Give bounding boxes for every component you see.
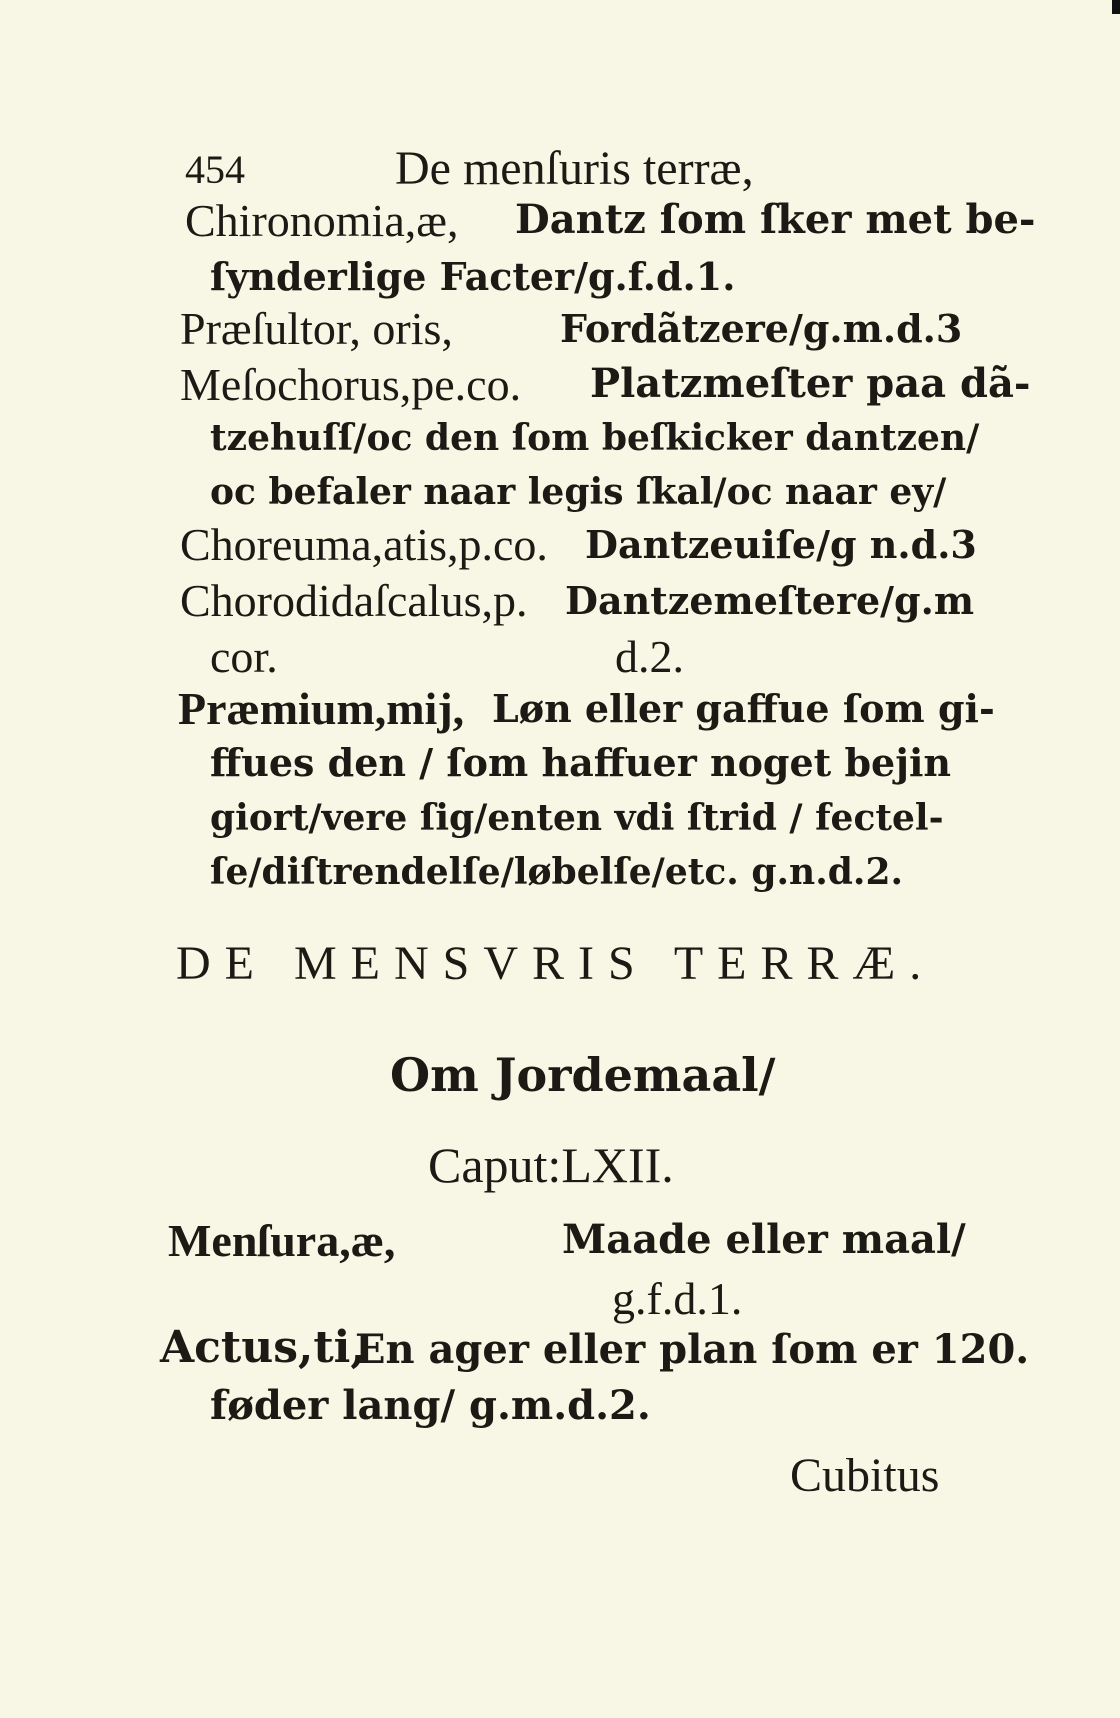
entry-danish: Dantz ſom ſker met be-	[515, 196, 1036, 243]
catchword: Cubitus	[790, 1449, 940, 1502]
entry-danish: føder lang/ g.m.d.2.	[210, 1382, 651, 1429]
entry-danish: oc befaler naar legis ſkal/oc naar ey/	[210, 471, 947, 513]
entry-danish: Platzmeſter paa dã-	[590, 360, 1031, 407]
entry-danish: ffues den / ſom haffuer noget bejin	[210, 740, 952, 785]
entry-danish: ſynderlige Facter/g.f.d.1.	[210, 254, 736, 299]
entry-danish: d.2.	[615, 631, 684, 682]
running-title: De menſuris terræ,	[395, 142, 754, 195]
chapter-title: Caput:LXII.	[428, 1137, 674, 1193]
entry-latin: Præmium,mij,	[178, 683, 465, 734]
entry-latin: cor.	[210, 631, 278, 682]
entry-latin: Choreuma,atis,p.co.	[180, 519, 548, 570]
entry-latin: Præſultor, oris,	[180, 303, 453, 354]
page-number: 454	[185, 147, 245, 192]
entry-danish: En ager eller plan ſom er 120.	[355, 1326, 1030, 1373]
entry-danish: giort/vere ſig/enten vdi ſtrid / fectel-	[210, 797, 944, 839]
entry-danish: Dantzeuiſe/g n.d.3	[585, 522, 977, 567]
entry-danish: Dantzemeſtere/g.m	[565, 578, 975, 623]
scan-edge-mark	[1112, 0, 1120, 14]
entry-latin: Chorodidaſcalus,p.	[180, 575, 528, 626]
entry-latin: Menſura,æ,	[168, 1215, 396, 1266]
section-heading: DE MENSVRIS TERRÆ.	[176, 937, 936, 990]
entry-danish: tzehuſſ/oc den ſom beſkicker dantzen/	[210, 417, 980, 459]
entry-danish: ſe/diſtrendelſe/løbelſe/etc. g.n.d.2.	[210, 851, 904, 893]
entry-danish: Maade eller maal/	[562, 1216, 966, 1263]
entry-danish: Fordãtzere/g.m.d.3	[560, 306, 963, 351]
entry-latin: Chironomia,æ,	[185, 195, 459, 246]
entry-danish: g.f.d.1.	[612, 1273, 743, 1324]
entry-latin: Actus,ti,	[160, 1322, 366, 1373]
section-subheading: Om Jordemaal/	[390, 1048, 776, 1102]
entry-danish: Løn eller gaffue ſom gi-	[492, 686, 995, 731]
entry-latin: Meſochorus,pe.co.	[180, 359, 522, 410]
